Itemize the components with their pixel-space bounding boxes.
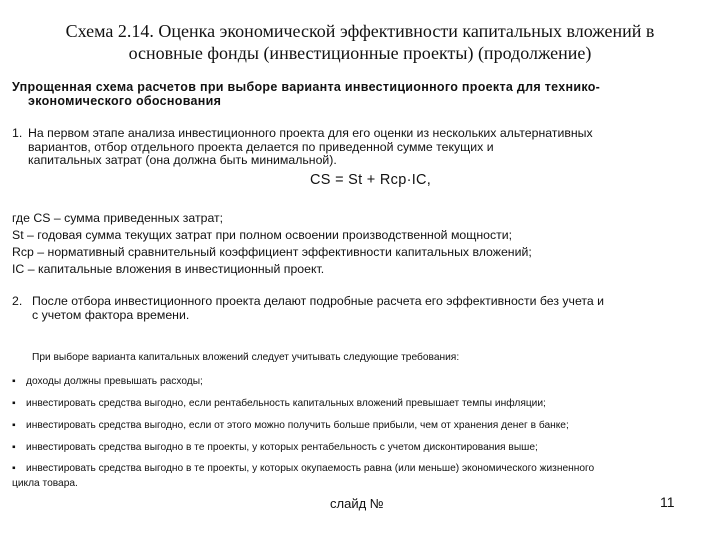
definition-rcp: Rср – нормативный сравнительный коэффициент эффективности капитальных вложений;	[12, 245, 532, 259]
title-line-1: Схема 2.14. Оценка экономической эффективности капитальных вложений в	[65, 21, 655, 41]
definition-ic: IC – капитальные вложения в инвестиционный проект.	[12, 262, 325, 276]
list-item	[12, 374, 702, 389]
requirement-text-continuation: цикла товара.	[12, 478, 78, 489]
step-2-number: 2.	[12, 294, 23, 308]
cost-formula: CS = St + Rср·IC,	[310, 172, 432, 188]
list-item	[12, 461, 702, 491]
requirement-text: инвестировать средства выгодно в те проекты, у которых окупаемость равна (или меньше) экономического жизненного	[26, 463, 595, 474]
requirement-text: инвестировать средства выгодно в те проекты, у которых рентабельность с учетом дисконтирования выше;	[26, 442, 538, 453]
title-line-2: основные фонды (инвестиционные проекты) (продолжение)	[128, 43, 592, 63]
step-2-paragraph	[12, 295, 708, 322]
slide-number: 11	[660, 494, 675, 510]
step-1-line-1: На первом этапе анализа инвестиционного проекта для его оценки из нескольких альтернативных	[28, 126, 593, 140]
step-1-paragraph	[12, 127, 708, 168]
subheading-line-2: экономического обоснования	[28, 94, 222, 108]
subheading-line-1: Упрощенная схема расчетов при выборе варианта инвестиционного проекта для технико-	[12, 80, 601, 94]
step-1-number: 1.	[12, 126, 23, 140]
requirement-text: инвестировать средства выгодно, если рентабельность капитальных вложений превышает темпы инфляции;	[26, 398, 546, 409]
list-item	[12, 418, 702, 433]
list-item	[12, 396, 702, 411]
step-1-line-2: вариантов, отбор отдельного проекта делается по приведенной сумме текущих и	[28, 139, 494, 154]
step-2-line-2: с учетом фактора времени.	[32, 307, 190, 322]
page-title	[40, 20, 680, 64]
bullet-icon: ▪	[12, 420, 16, 431]
bullet-icon: ▪	[12, 398, 16, 409]
requirement-text: инвестировать средства выгодно, если от этого можно получить больше прибыли, чем от хранения денег в банке;	[26, 420, 569, 431]
formula-definitions	[12, 210, 712, 278]
definition-cs: где CS – сумма приведенных затрат;	[12, 211, 224, 225]
slide-number-label: слайд №	[330, 496, 384, 511]
requirement-text: доходы должны превышать расходы;	[26, 376, 203, 387]
bullet-icon: ▪	[12, 463, 16, 474]
step-2-line-1: После отбора инвестиционного проекта делают подробные расчета его эффективности без учета и	[32, 294, 605, 308]
bullet-icon: ▪	[12, 442, 16, 453]
step-1-line-3: капитальных затрат (она должна быть минимальной).	[28, 153, 337, 167]
definition-st: St – годовая сумма текущих затрат при полном освоении производственной мощности;	[12, 228, 513, 242]
list-item	[12, 440, 702, 455]
section-subheading	[12, 80, 702, 108]
requirements-intro: При выборе варианта капитальных вложений следует учитывать следующие требования:	[32, 352, 460, 363]
bullet-icon: ▪	[12, 376, 16, 387]
